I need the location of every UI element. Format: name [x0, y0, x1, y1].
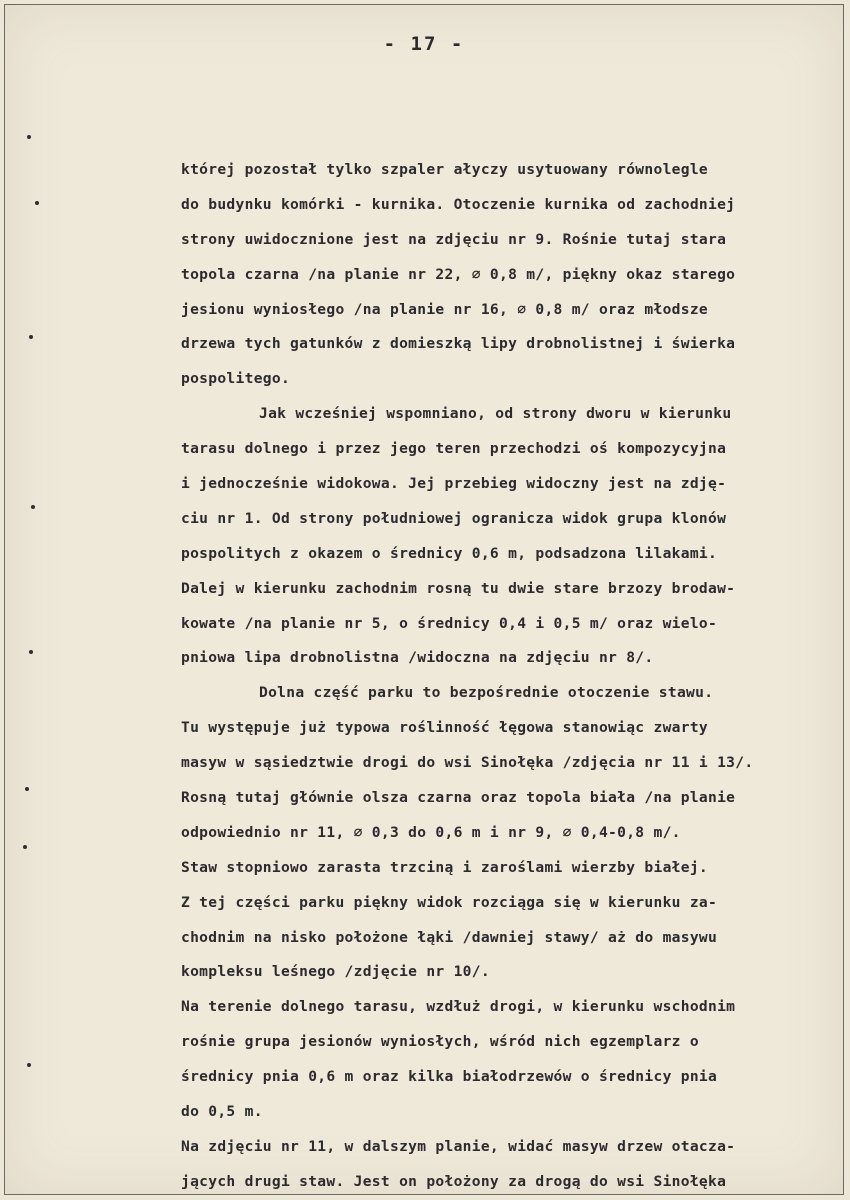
margin-mark [29, 650, 33, 654]
text-line: Na zdjęciu nr 11, w dalszym planie, widać masyw drzew otacza- [181, 1137, 736, 1155]
text-line: drzewa tych gatunków z domieszką lipy drobnolistnej i świerka [181, 335, 736, 353]
text-line: tarasu dolnego i przez jego teren przechodzi oś kompozycyjna [181, 440, 727, 458]
page-number: - 17 - [383, 33, 465, 55]
text-line: pospolitego. [181, 370, 291, 388]
text-line: do 0,5 m. [181, 1103, 263, 1121]
text-line: odpowiednio nr 11, ∅ 0,3 do 0,6 m i nr 9, ∅ 0,4-0,8 m/. [181, 823, 681, 841]
margin-mark [27, 1063, 31, 1067]
margin-mark [35, 201, 39, 205]
margin-mark [27, 135, 31, 139]
text-line: kowate /na planie nr 5, o średnicy 0,4 i 0,5 m/ oraz wielo- [181, 614, 718, 632]
margin-mark [23, 845, 27, 849]
text-line: Na terenie dolnego tarasu, wzdłuż drogi, w kierunku wschodnim [181, 998, 736, 1016]
text-line: i jednocześnie widokowa. Jej przebieg widoczny jest na zdję- [181, 475, 727, 493]
body-text [181, 153, 831, 1200]
text-line: Dalej w kierunku zachodnim rosną tu dwie stare brzozy brodaw- [181, 579, 736, 597]
text-line: Jak wcześniej wspomniano, od strony dworu w kierunku [259, 405, 732, 423]
text-line: Rosną tutaj głównie olsza czarna oraz topola biała /na planie [181, 789, 736, 807]
text-line: kompleksu leśnego /zdjęcie nr 10/. [181, 963, 490, 981]
text-line: topola czarna /na planie nr 22, ∅ 0,8 m/, piękny okaz starego [181, 265, 736, 283]
margin-mark [29, 335, 33, 339]
text-line: chodnim na nisko położone łąki /dawniej stawy/ aż do masywu [181, 928, 718, 946]
margin-mark [25, 787, 29, 791]
text-line: ciu nr 1. Od strony południowej ogranicza widok grupa klonów [181, 509, 727, 527]
text-line: Z tej części parku piękny widok rozciąga się w kierunku za- [181, 893, 718, 911]
document-page [4, 4, 844, 1195]
text-line: Dolna część parku to bezpośrednie otoczenie stawu. [259, 684, 714, 702]
text-line: jących drugi staw. Jest on położony za drogą do wsi Sinołęka [181, 1172, 727, 1190]
text-line: rośnie grupa jesionów wyniosłych, wśród nich egzemplarz o [181, 1033, 699, 1051]
text-line: do budynku komórki - kurnika. Otoczenie kurnika od zachodniej [181, 195, 736, 213]
text-line: pniowa lipa drobnolistna /widoczna na zdjęciu nr 8/. [181, 649, 654, 667]
text-line: Staw stopniowo zarasta trzciną i zaroślami wierzby białej. [181, 858, 708, 876]
text-line: masyw w sąsiedztwie drogi do wsi Sinołęka /zdjęcia nr 11 i 13/. [181, 754, 754, 772]
text-line: jesionu wyniosłego /na planie nr 16, ∅ 0,8 m/ oraz młodsze [181, 300, 708, 318]
text-line: której pozostał tylko szpaler ałyczy usytuowany równolegle [181, 161, 708, 178]
text-line: Tu występuje już typowa roślinność łęgowa stanowiąc zwarty [181, 719, 708, 737]
text-line: pospolitych z okazem o średnicy 0,6 m, podsadzona lilakami. [181, 544, 718, 562]
margin-mark [31, 505, 35, 509]
text-line: strony uwidocznione jest na zdjęciu nr 9. Rośnie tutaj stara [181, 230, 727, 248]
text-line: średnicy pnia 0,6 m oraz kilka białodrzewów o średnicy pnia [181, 1068, 718, 1086]
